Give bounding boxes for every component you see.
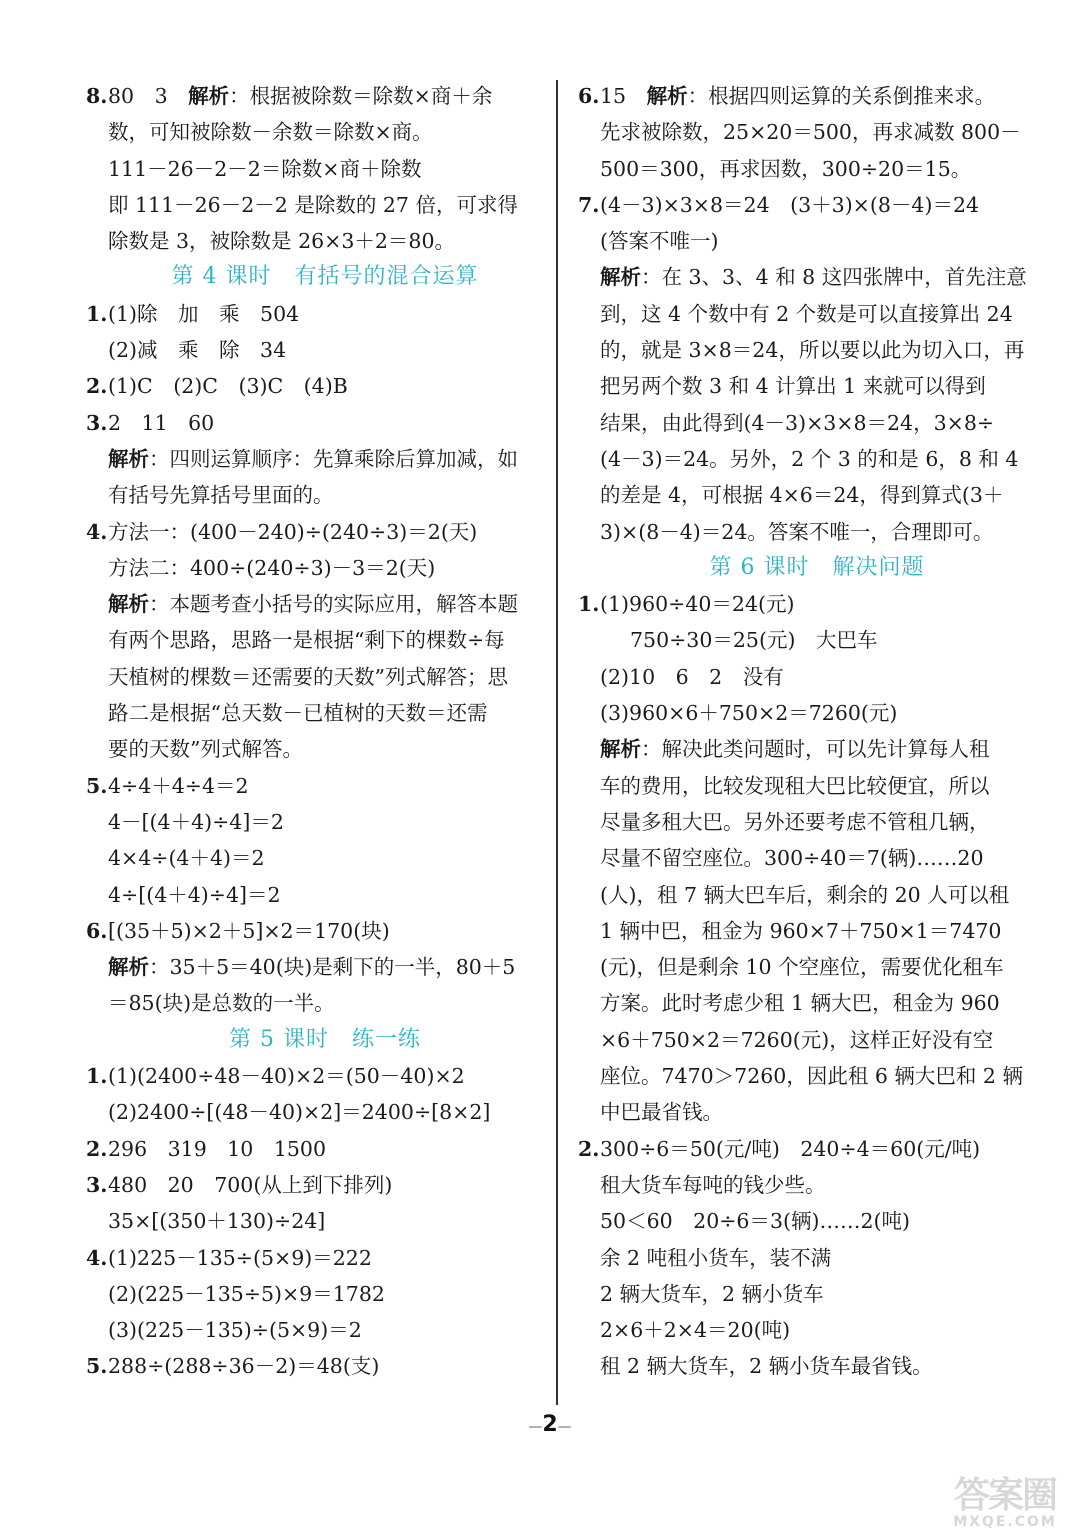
- analysis-label: 解析: [600, 265, 641, 290]
- answer-text: 有括号先算括号里面的。: [108, 483, 334, 508]
- analysis-text: ：35＋5＝40(块)是剩下的一半，80＋5: [149, 955, 516, 980]
- answer-text: (1)C (2)C (3)C (4)B: [108, 374, 348, 399]
- answer-line: [86, 695, 534, 731]
- question-item: [86, 1348, 534, 1384]
- answer-text: (元)，但是剩余 10 个空座位，需要优化租车: [600, 955, 1004, 980]
- answer-line: [86, 877, 534, 913]
- analysis-text: ：在 3、3、4 和 8 这四张牌中，首先注意: [641, 265, 1027, 290]
- question-number: 6.: [578, 84, 600, 108]
- question-number: 3.: [86, 410, 108, 435]
- question-number: 2.: [86, 1136, 108, 1161]
- answer-line: [578, 731, 1026, 767]
- answer-text: (4－3)＝24。另外，2 个 3 的和是 6，8 和 4: [600, 446, 1019, 471]
- answer-text: ×6＋750×2＝7260(元)，这样正好没有空: [600, 1027, 994, 1052]
- answer-text: (1)960÷40＝24(元): [600, 592, 795, 617]
- answer-line: [86, 114, 534, 150]
- answer-text: (3)960×6＋750×2＝7260(元): [600, 701, 898, 726]
- answer-line: [86, 1276, 534, 1312]
- answer-text: 结果，由此得到(4－3)×3×8＝24，3×8÷: [600, 410, 995, 435]
- question-item: [86, 405, 534, 441]
- answer-text: 4－[(4＋4)÷4]＝2: [108, 809, 284, 834]
- answer-line: [578, 840, 1026, 876]
- answer-text: 1 辆中巴，租金为 960×7＋750×1＝7470: [600, 918, 1002, 943]
- answer-text: (答案不唯一): [600, 229, 719, 254]
- answer-text: 15: [600, 84, 647, 108]
- answer-line: [578, 659, 1026, 695]
- question-item: [86, 514, 534, 550]
- answer-text: 余 2 吨租小货车，装不满: [600, 1245, 832, 1270]
- question-item: [578, 1131, 1026, 1167]
- answer-text: 300÷6＝50(元/吨) 240÷4＝60(元/吨): [600, 1136, 981, 1161]
- question-number: 2.: [578, 1136, 600, 1161]
- answer-line: [86, 659, 534, 695]
- answer-line: [86, 731, 534, 767]
- question-item: [86, 913, 534, 949]
- analysis-label: 解析: [108, 592, 149, 617]
- answer-line: [578, 985, 1026, 1021]
- question-item: [86, 1167, 534, 1203]
- analysis-text: ：根据被除数＝除数×商＋余: [229, 84, 493, 108]
- answer-line: [86, 586, 534, 622]
- question-number: 6.: [86, 918, 108, 943]
- answer-text: 先求被除数，25×20＝500，再求减数 800－: [600, 120, 1021, 145]
- answer-line: [578, 877, 1026, 913]
- page-number: — 2 —: [520, 1412, 580, 1437]
- section-heading: 第 4 课时 有括号的混合运算: [171, 264, 479, 290]
- watermark-logo: 答案圈: [953, 1475, 1056, 1516]
- answer-line: [578, 1348, 1026, 1384]
- answer-text: 500＝300，再求因数，300÷20＝15。: [600, 156, 972, 181]
- section-heading: 第 5 课时 练一练: [229, 1026, 421, 1052]
- question-number: 1.: [578, 592, 600, 617]
- question-item: [86, 1131, 534, 1167]
- answer-line: [86, 949, 534, 985]
- answer-text: 4×4÷(4＋4)＝2: [108, 846, 265, 871]
- section-heading: 第 6 课时 解决问题: [709, 554, 925, 580]
- answer-text: (人)，租 7 辆大巴车后，剩余的 20 人可以租: [600, 882, 1010, 907]
- answer-text: 296 319 10 1500: [108, 1136, 327, 1161]
- question-item: [86, 296, 534, 332]
- right-column: [578, 78, 1026, 1385]
- question-number: 1.: [86, 301, 108, 326]
- analysis-label: 解析: [108, 955, 149, 980]
- answer-text: 即 111－26－2－2 是除数的 27 倍，可求得: [108, 192, 518, 217]
- answer-line: [578, 151, 1026, 187]
- question-item: [578, 187, 1026, 223]
- answer-text: 尽量不留空座位。300÷40＝7(辆)……20: [600, 846, 984, 871]
- question-number: 3.: [86, 1172, 108, 1197]
- answer-text: 750÷30＝25(元) 大巴车: [630, 628, 878, 653]
- answer-text: (1)(2400÷48－40)×2＝(50－40)×2: [108, 1064, 465, 1089]
- question-item: [86, 1058, 534, 1094]
- answer-line: [86, 550, 534, 586]
- answer-line: [578, 114, 1026, 150]
- answer-text: (4－3)×3×8＝24 (3＋3)×(8－4)＝24: [600, 192, 980, 217]
- answer-text: 方法二：400÷(240÷3)－3＝2(天): [108, 555, 436, 580]
- question-number: 4.: [86, 519, 108, 544]
- analysis-text: ：解决此类问题时，可以先计算每人租: [641, 737, 990, 762]
- answer-text: 路二是根据“总天数－已植树的天数＝还需: [108, 701, 488, 726]
- answer-line: [578, 296, 1026, 332]
- answer-line: [578, 1167, 1026, 1203]
- answer-line: [578, 622, 1026, 658]
- question-number: 2.: [86, 374, 108, 399]
- left-column: [86, 78, 534, 1385]
- answer-line: [578, 223, 1026, 259]
- answer-text: 数，可知被除数－余数＝除数×商。: [108, 120, 433, 145]
- answer-text: (3)(225－135)÷(5×9)＝2: [108, 1318, 362, 1343]
- answer-line: [86, 187, 534, 223]
- answer-text: 4÷4＋4÷4＝2: [108, 773, 249, 798]
- answer-line: [578, 514, 1026, 550]
- analysis-label: 解析: [600, 737, 641, 762]
- answer-text: (1)除 加 乘 504: [108, 301, 300, 326]
- question-number: 4.: [86, 1245, 108, 1270]
- analysis-text: ：本题考查小括号的实际应用，解答本题: [149, 592, 518, 617]
- question-number: 7.: [578, 192, 600, 217]
- answer-text: 要的天数”列式解答。: [108, 737, 303, 762]
- answer-line: [578, 477, 1026, 513]
- answer-line: [578, 368, 1026, 404]
- answer-text: 2 辆大货车，2 辆小货车: [600, 1281, 824, 1306]
- answer-line: [578, 768, 1026, 804]
- answer-line: [578, 1240, 1026, 1276]
- answer-line: [578, 405, 1026, 441]
- watermark-url: MXQE.COM: [953, 1514, 1057, 1530]
- answer-line: [86, 477, 534, 513]
- answer-line: [578, 332, 1026, 368]
- question-item: [86, 368, 534, 404]
- answer-text: 480 20 700(从上到下排列): [108, 1172, 393, 1197]
- answer-text: (2)2400÷[(48－40)×2]＝2400÷[8×2]: [108, 1100, 491, 1125]
- answer-text: 中巴最省钱。: [600, 1100, 723, 1125]
- analysis-label: 解析: [646, 84, 688, 108]
- answer-text: 35×[(350＋130)÷24]: [108, 1209, 326, 1234]
- answer-text: 2 11 60: [108, 410, 215, 435]
- column-divider: [556, 80, 558, 1405]
- answer-text: 除数是 3，被除数是 26×3＋2＝80。: [108, 229, 456, 254]
- question-item: [86, 78, 534, 114]
- answer-line: [578, 1203, 1026, 1239]
- analysis-text: ：四则运算顺序：先算乘除后算加减，如: [149, 446, 518, 471]
- answer-line: [86, 985, 534, 1021]
- answer-text: 座位。7470＞7260，因此租 6 辆大巴和 2 辆: [600, 1064, 1023, 1089]
- answer-text: 尽量多租大巴。另外还要考虑不管租几辆，: [600, 809, 990, 834]
- analysis-label: 解析: [188, 84, 230, 108]
- answer-text: 到，这 4 个数中有 2 个数是可以直接算出 24: [600, 301, 1013, 326]
- question-number: 8.: [86, 84, 108, 108]
- answer-text: 有两个思路，思路一是根据“剩下的棵数÷每: [108, 628, 505, 653]
- answer-text: 80 3: [108, 84, 189, 108]
- answer-text: (2)减 乘 除 34: [108, 338, 287, 363]
- answer-text: 4÷[(4＋4)÷4]＝2: [108, 882, 281, 907]
- answer-text: [(35＋5)×2＋5]×2＝170(块): [108, 918, 390, 943]
- watermark: [930, 1475, 1080, 1534]
- answer-line: [578, 1276, 1026, 1312]
- answer-line: [86, 1312, 534, 1348]
- question-number: 1.: [86, 1064, 108, 1089]
- answer-text: 把另两个数 3 和 4 计算出 1 来就可以得到: [600, 374, 986, 399]
- answer-line: [86, 332, 534, 368]
- answer-text: 车的费用，比较发现租大巴比较便宜，所以: [600, 773, 990, 798]
- question-item: [578, 78, 1026, 114]
- answer-line: [578, 1312, 1026, 1348]
- answer-text: 的差是 4，可根据 4×6＝24，得到算式(3＋: [600, 483, 1004, 508]
- answer-line: [86, 804, 534, 840]
- answer-line: [578, 913, 1026, 949]
- answer-line: [86, 1094, 534, 1130]
- analysis-label: 解析: [108, 446, 149, 471]
- answer-text: 方法一：(400－240)÷(240÷3)＝2(天): [108, 519, 478, 544]
- answer-text: 租 2 辆大货车，2 辆小货车最省钱。: [600, 1354, 933, 1379]
- answer-text: 的，就是 3×8＝24，所以要以此为切入口，再: [600, 338, 1025, 363]
- answer-line: [578, 804, 1026, 840]
- question-number: 5.: [86, 773, 108, 798]
- analysis-text: ：根据四则运算的关系倒推来求。: [687, 84, 996, 108]
- answer-line: [578, 441, 1026, 477]
- answer-line: [86, 151, 534, 187]
- question-item: [86, 768, 534, 804]
- answer-line: [578, 259, 1026, 295]
- answer-text: 288÷(288÷36－2)＝48(支): [108, 1354, 380, 1379]
- answer-line: [86, 1203, 534, 1239]
- answer-line: [578, 1058, 1026, 1094]
- answer-line: [86, 223, 534, 259]
- question-item: [86, 1240, 534, 1276]
- answer-text: 方案。此时考虑少租 1 辆大巴，租金为 960: [600, 991, 1000, 1016]
- answer-line: [86, 840, 534, 876]
- answer-text: 2×6＋2×4＝20(吨): [600, 1318, 791, 1343]
- answer-line: [86, 441, 534, 477]
- answer-text: 天植树的棵数＝还需要的天数”列式解答；思: [108, 664, 508, 689]
- answer-line: [578, 1094, 1026, 1130]
- answer-text: ＝85(块)是总数的一半。: [108, 991, 335, 1016]
- answer-line: [578, 695, 1026, 731]
- question-item: [578, 586, 1026, 622]
- answer-text: (2)(225－135÷5)×9＝1782: [108, 1281, 385, 1306]
- answer-line: [578, 1022, 1026, 1058]
- answer-text: 111－26－2－2＝除数×商＋除数: [108, 156, 422, 181]
- answer-line: [578, 949, 1026, 985]
- answer-text: (1)225－135÷(5×9)＝222: [108, 1245, 372, 1270]
- answer-line: [86, 622, 534, 658]
- answer-text: 租大货车每吨的钱少些。: [600, 1172, 826, 1197]
- answer-text: 3)×(8－4)＝24。答案不唯一，合理即可。: [600, 519, 994, 544]
- answer-text: (2)10 6 2 没有: [600, 664, 784, 689]
- answer-text: 50＜60 20÷6＝3(辆)……2(吨): [600, 1209, 911, 1234]
- question-number: 5.: [86, 1354, 108, 1379]
